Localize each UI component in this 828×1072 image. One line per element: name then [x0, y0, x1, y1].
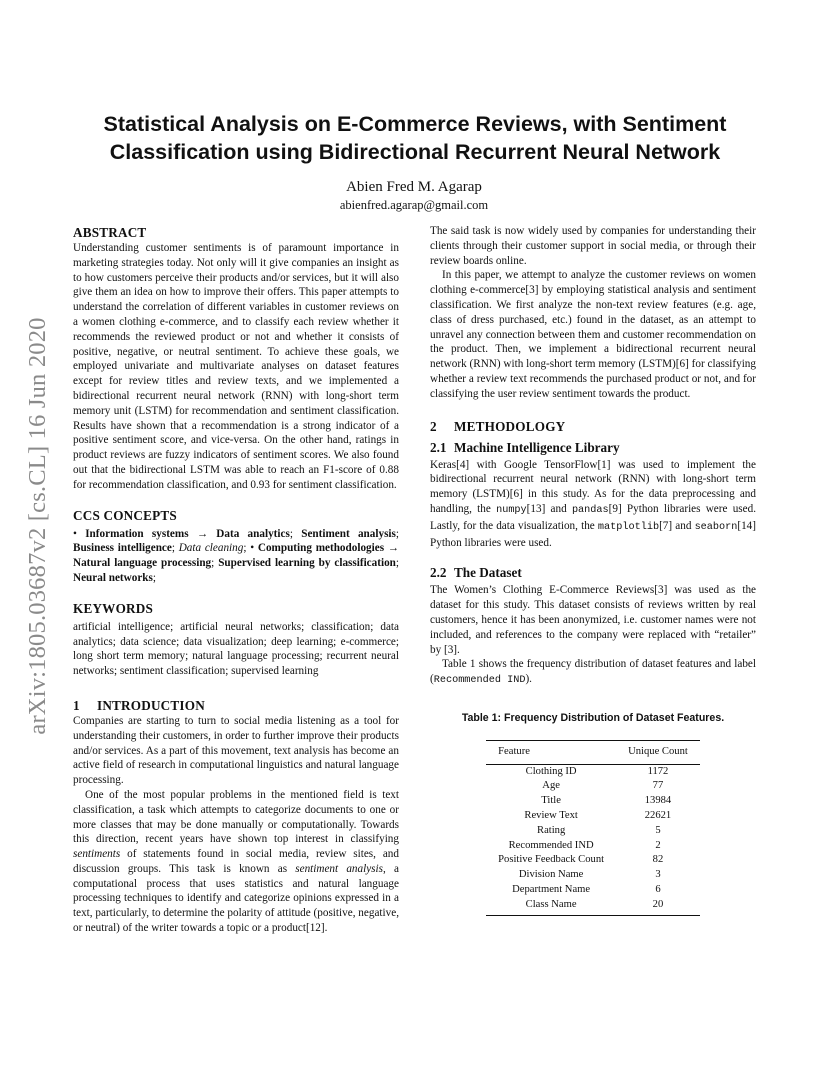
table-cell: 1172 — [647, 765, 669, 777]
table-row — [486, 764, 700, 779]
table-cell: Rating — [537, 824, 566, 836]
author-name: Abien Fred M. Agarap — [346, 179, 482, 195]
table-cell: Department Name — [512, 883, 591, 895]
table-cell: 77 — [652, 780, 664, 792]
ccs-heading: CCS CONCEPTS — [73, 507, 177, 523]
table-cell: Class Name — [486, 898, 616, 916]
table-cell: Age — [542, 780, 560, 792]
table-cell: Division Name — [518, 869, 584, 881]
table-header-cell: Feature — [486, 740, 616, 764]
intro-continued: In this paper, we attempt to analyze the customer reviews on women clothing e-commerce[3] by employing statistical analysis and sentiment classification. We first analyze the non-text review features (e.g. age, class of dress purchased, etc.) found in the dataset, as an attempt to unravel any connection between them and customer recommendation on the product. Then, we implement a bidirectional recurrent neural network (RNN) with long-short term memory (LSTM)[6] for classifying whether a review text recommends the purchased product or not, and for classifying the user review sentiment towards the product. — [430, 269, 756, 400]
subsection-heading: 2.2 The Dataset — [430, 565, 522, 581]
right-column — [430, 224, 756, 916]
table-row — [486, 898, 700, 916]
table-row — [486, 883, 700, 898]
table-cell: 2 — [655, 839, 661, 851]
intro-paragraph: One of the most popular problems in the mentioned field is text classification, a task which attempts to categorize documents to one or more classes that may be done manually or computationally. Towards this direction, recent years have shown top interest in classifying sentiments of statements found in social media, review sites, and discussion groups. This task is known as sentiment analysis, a computational process that uses statistics and natural language processing techniques to identify and categorize opinions expressed in a text, particularly, to determine the polarity of attitude (positive, negative, or neutral) of the writer towards a topic or a product[12]. — [73, 788, 399, 935]
keywords-heading: KEYWORDS — [73, 600, 154, 616]
abstract-text: Understanding customer sentiments is of paramount importance in marketing strategies today. Not only will it give companies an insight as to how customers perceive their products and/or services, but it will also give them an idea on how to improve their offers. This paper attempts to understand the correlation of different variables in customer reviews on a women clothing e-commerce, and to classify each review whether it recommends the reviewed product or not and whether it consists of positive, negative, or neutral sentiment. To achieve these goals, we employed univariate and multivariate analyses on dataset features except for review titles and review texts, and we implemented a bidirectional recurrent neural network (RNN) with long-short term memory unit (LSTM) for recommendation and sentiment classification. Results have shown that a recommendation is a strong indicator of a positive sentiment score, and vice-versa. On the other hand, ratings in product reviews are fuzzy indicators of sentiment scores. We also found out that the bidirectional LSTM was able to reach an F1-score of 0.88 for recommendation classification, and 0.93 for sentiment classification. — [73, 242, 399, 491]
dataset-paragraph: Table 1 shows the frequency distribution of dataset features and label (Recommended IND). — [430, 658, 756, 687]
intro-continued: The said task is now widely used by companies for understanding their clients through their customer support in social media, or through their review boards online. — [430, 225, 756, 267]
intro-paragraph: Companies are starting to turn to social media listening as a tool for understanding their customers, in order to further improve their products and/or services. As a part of this movement, text analysis has become an active field of research in computational linguistics and natural language processing. — [73, 714, 399, 787]
left-column — [73, 224, 399, 936]
introduction-heading: 1 INTRODUCTION — [73, 697, 205, 713]
table-header-row — [486, 740, 700, 764]
methodology-heading: 2 METHODOLOGY — [430, 418, 566, 434]
keywords-text: artificial intelligence; artificial neural networks; classification; data analytics; data science; data visualization; deep learning; e-commerce; long short term memory; natural language processing; recurrent neural networks; sentiment classification; supervised learning — [73, 620, 399, 678]
frequency-table — [486, 740, 700, 917]
table-cell: 82 — [652, 854, 664, 866]
table-cell: Clothing ID — [525, 765, 577, 777]
table-row — [486, 809, 700, 824]
table-header-cell: Unique Count — [616, 740, 700, 764]
table-cell: 6 — [655, 883, 661, 895]
library-paragraph: Keras[4] with Google TensorFlow[1] was used to implement the bidirectional recurrent neural network (RNN) with long-short term memory (LSTM)[6] in this study. As for the data preprocessing and handling, the numpy[13] and pandas[9] Python libraries were used. Lastly, for the data visualization, the matplotlib[7] and seaborn[14] Python libraries were used. — [430, 458, 756, 549]
dataset-paragraph: The Women’s Clothing E-Commerce Reviews[3] was used as the dataset for this study. This dataset consists of reviews written by real customers, hence it has been anonymized, i.e. customer names were not included, and references to the company were replaced with “retailer” by [3]. — [430, 584, 756, 656]
table-row — [486, 779, 700, 794]
subsection-heading: 2.1 Machine Intelligence Library — [430, 439, 620, 455]
table-cell: 13984 — [644, 795, 672, 807]
table-row — [486, 853, 700, 868]
abstract-heading: ABSTRACT — [73, 225, 147, 240]
table-cell: Review Text — [524, 809, 578, 821]
table-row — [486, 794, 700, 809]
table-cell: Title — [541, 795, 561, 807]
table-cell: 20 — [616, 898, 700, 916]
table-row — [486, 868, 700, 883]
table-cell: 22621 — [644, 809, 672, 821]
table-cell: 3 — [655, 869, 661, 881]
table-cell: Recommended IND — [508, 839, 594, 851]
table-caption: Table 1: Frequency Distribution of Dataset Features. — [461, 711, 725, 724]
author-email: abienfred.agarap@gmail.com — [339, 198, 489, 212]
paper-title: Statistical Analysis on E-Commerce Reviews, with Sentiment Classification using Bidirectional Recurrent Neural Network — [103, 112, 727, 164]
table-row — [486, 824, 700, 839]
table-cell: Positive Feedback Count — [498, 854, 605, 866]
arxiv-stamp: arXiv:1805.03687v2 [cs.CL] 16 Jun 2020 — [24, 317, 51, 735]
table-cell: 5 — [655, 824, 661, 836]
ccs-concepts: • Information systems → Data analytics; Sentiment analysis; Business intelligence; Data cleaning; • Computing methodologies → Natural language processing; Supervised learning by classification; Neural networks; — [73, 527, 400, 584]
table-row — [486, 839, 700, 854]
